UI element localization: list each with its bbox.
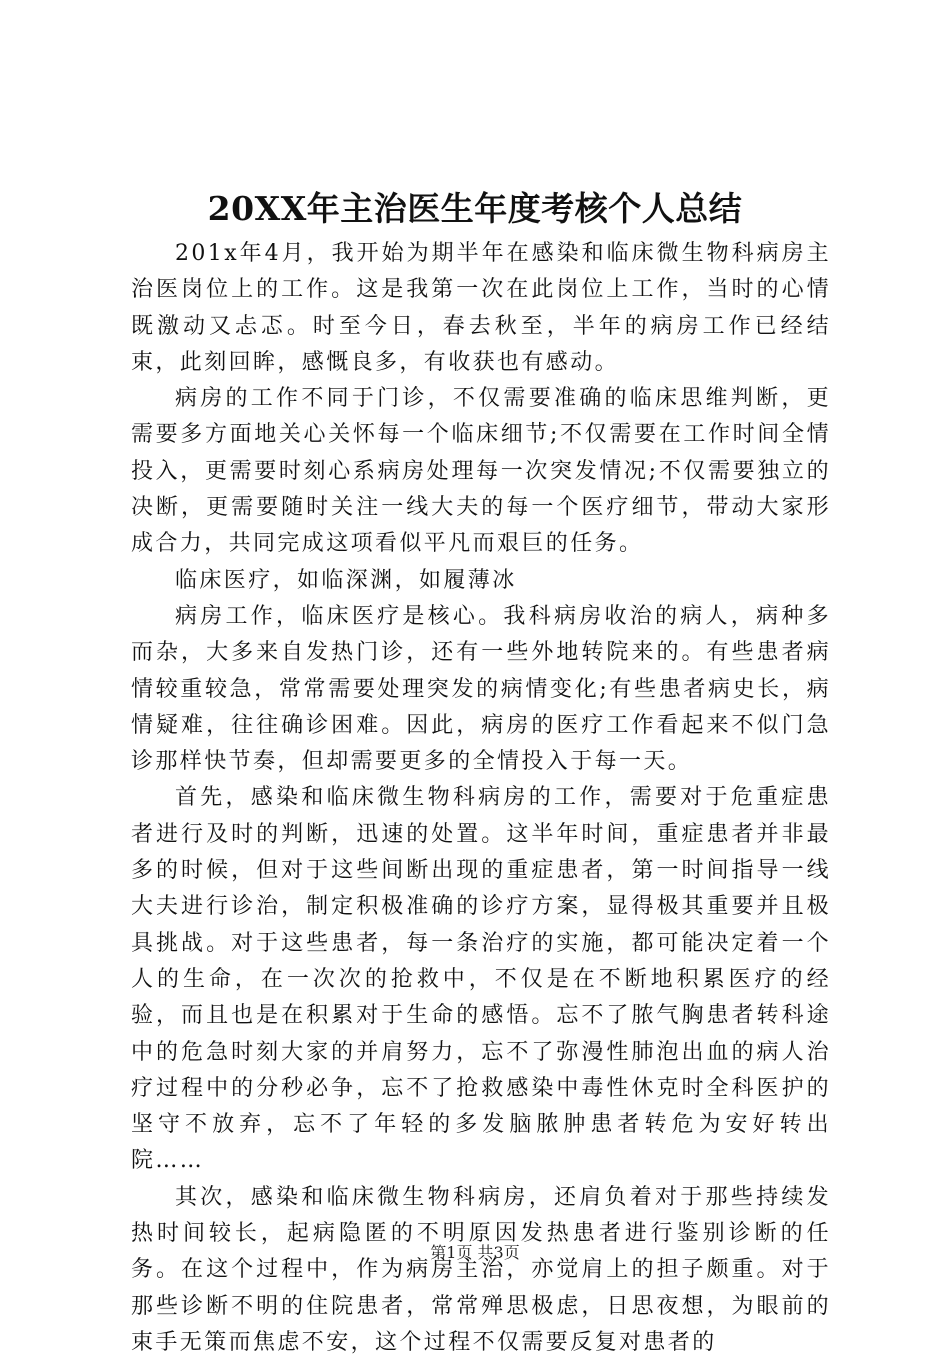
- document-title: 20XX年主治医生年度考核个人总结: [207, 189, 743, 228]
- paragraph: 其次，感染和临床微生物科病房，还肩负着对于那些持续发热时间较长，起病隐匿的不明原因发热患者进行鉴别诊断的任务。在这个过程中，作为病房主治，亦觉肩上的担子颇重。对于那些诊断不明的住院患者，常常殚思极虑，日思夜想，为眼前的束手无策而焦虑不安，这个过程不仅需要反复对患者的: [131, 1184, 831, 1355]
- page-number-footer: 第1页 共3页: [430, 1243, 520, 1262]
- section-heading: 临床医疗，如临深渊，如履薄冰: [175, 567, 517, 593]
- paragraph: 201x年4月，我开始为期半年在感染和临床微生物科病房主治医岗位上的工作。这是我第一次在此岗位上工作，当时的心情既激动又忐忑。时至今日，春去秋至，半年的病房工作已经结束，此刻回眸，感慨良多，有收获也有感动。: [131, 241, 831, 375]
- document-body: [131, 236, 831, 1361]
- paragraph: 病房工作，临床医疗是核心。我科病房收治的病人，病种多而杂，大多来自发热门诊，还有一些外地转院来的。有些患者病情较重较急，常常需要处理突发的病情变化;有些患者病史长，病情疑难，往往确诊困难。因此，病房的医疗工作看起来不似门急诊那样快节奏，但却需要更多的全情投入于每一天。: [131, 603, 831, 775]
- paragraph: 首先，感染和临床微生物科病房的工作，需要对于危重症患者进行及时的判断，迅速的处置。这半年时间，重症患者并非最多的时候，但对于这些间断出现的重症患者，第一时间指导一线大夫进行诊治，制定积极准确的诊疗方案，显得极其重要并且极具挑战。对于这些患者，每一条治疗的实施，都可能决定着一个人的生命，在一次次的抢救中，不仅是在不断地积累医疗的经验，而且也是在积累对于生命的感悟。忘不了脓气胸患者转科途中的危急时刻大家的并肩努力，忘不了弥漫性肺泡出血的病人治疗过程中的分秒必争，忘不了抢救感染中毒性休克时全科医护的坚守不放弃，忘不了年轻的多发脑脓肿患者转危为安好转出院……: [131, 785, 831, 1174]
- paragraph: 病房的工作不同于门诊，不仅需要准确的临床思维判断，更需要多方面地关心关怀每一个临床细节;不仅需要在工作时间全情投入，更需要时刻心系病房处理每一次突发情况;不仅需要独立的决断，更需要随时关注一线大夫的每一个医疗细节，带动大家形成合力，共同完成这项看似平凡而艰巨的任务。: [131, 386, 831, 557]
